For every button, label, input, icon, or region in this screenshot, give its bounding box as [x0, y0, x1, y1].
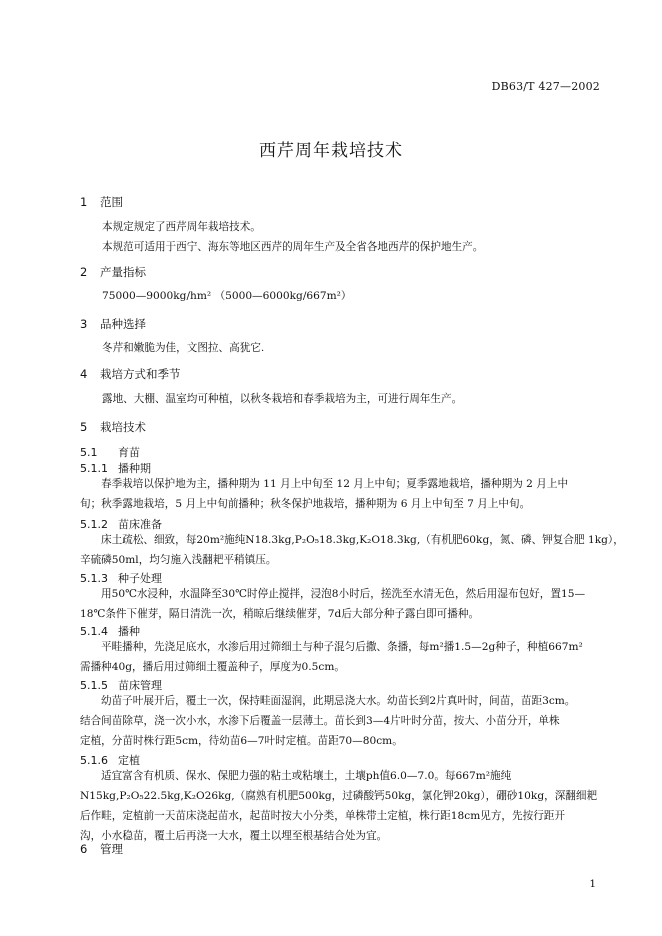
subsection-5-1-heading [80, 444, 140, 460]
section-number: 5 [80, 420, 88, 434]
subsection-number: 5.1.6 [80, 754, 108, 767]
paragraph-line: 本规范可适用于西宁、海东等地区西芹的周年生产及全省各地西芹的保护地生产。 [102, 241, 484, 253]
subsection-5-1-6-body [80, 766, 602, 846]
subsection-title: 育苗 [118, 446, 140, 459]
subsection-5-1-2-body [80, 530, 624, 570]
paragraph-line: 75000—9000kg/hm² （5000—6000kg/667m²） [102, 290, 352, 302]
paragraph-line: 用50℃水浸种，水温降至30℃时停止搅拌，浸泡8小时后，搓洗至水清无色，然后用湿布包好，置15— [101, 588, 586, 600]
standard-number: DB63/T 427—2002 [491, 80, 600, 93]
section-number: 6 [80, 842, 88, 856]
subsection-number: 5.1.2 [80, 518, 108, 531]
paragraph-line: 幼苗子叶展开后，覆土一次，保持畦面湿润，此期忌浇大水。幼苗长到2片真叶时，间苗，苗距3cm。 [101, 695, 576, 707]
subsection-number: 5.1 [80, 446, 98, 459]
subsection-number: 5.1.4 [80, 625, 108, 638]
paragraph-line: 旬；秋季露地栽培，5 月上中旬前播种；秋冬保护地栽培，播种期为 6 月上中旬至 7 月上中旬。 [80, 498, 531, 510]
section-number: 3 [80, 317, 88, 331]
subsection-title: 种子处理 [118, 572, 162, 585]
section-title: 范围 [100, 195, 123, 209]
paragraph-line: 露地、大棚、温室均可种植，以秋冬栽培和春季栽培为主，可进行周年生产。 [102, 393, 463, 405]
section-2-heading [80, 264, 146, 280]
subsection-5-1-1-body [80, 474, 602, 514]
subsection-5-1-5-body [80, 691, 602, 751]
section-1-heading [80, 194, 123, 210]
paragraph-line: 床土疏松、细致，每20m²施纯N18.3kg,P₂O₅18.3kg,K₂O18.3kg,（有机肥60kg，氮、磷、钾复合肥 1kg）， [101, 534, 624, 546]
section-6-heading [80, 841, 123, 857]
paragraph-line: 春季栽培以保护地为主，播种期为 11 月上中旬至 12 月上中旬；夏季露地栽培，播种期为 2 月上中 [101, 478, 569, 490]
section-4-body [102, 389, 624, 409]
subsection-5-1-4-body [80, 637, 602, 677]
subsection-number: 5.1.1 [80, 462, 108, 475]
section-title: 管理 [100, 842, 123, 856]
subsection-title: 苗床准备 [118, 518, 162, 531]
paragraph-line: N15kg,P₂O₅22.5kg,K₂O26kg,（腐熟有机肥500kg，过磷酸钙50kg，氯化钾20kg），硼砂10kg，深翻细耙 [80, 790, 598, 802]
subsection-title: 定植 [118, 754, 140, 767]
page-title: 西芹周年栽培技术 [259, 141, 403, 161]
paragraph-line: 定植，分苗时株行距5cm，待幼苗6—7叶时定植。苗距70—80cm。 [80, 735, 403, 747]
paragraph-line: 18℃条件下催芽，隔日清洗一次，稍晾后继续催芽，7d后大部分种子露白即可播种。 [80, 608, 480, 620]
section-title: 栽培技术 [100, 420, 146, 434]
paragraph-line: 结合间苗除草，浇一次小水，水渗下后覆盖一层薄土。苗长到3—4片叶时分苗，按大、小苗分开，单株 [80, 715, 560, 727]
subsection-title: 苗床管理 [118, 679, 162, 692]
page-number: 1 [589, 878, 596, 890]
subsection-title: 播种期 [118, 462, 151, 475]
section-1-body [102, 217, 624, 257]
subsection-number: 5.1.5 [80, 679, 108, 692]
subsection-5-1-3-body [80, 584, 602, 624]
paragraph-line: 沟，小水稳苗，覆土后再浇一大水，覆土以埋至根基结合处为宜。 [80, 830, 388, 842]
section-4-heading [80, 366, 181, 382]
section-3-heading [80, 316, 146, 332]
section-title: 品种选择 [100, 317, 146, 331]
section-number: 4 [80, 367, 88, 381]
section-2-body [102, 286, 624, 306]
subsection-number: 5.1.3 [80, 572, 108, 585]
section-3-body [102, 338, 624, 358]
paragraph-line: 平畦播种，先浇足底水，水渗后用过筛细土与种子混匀后撒、条播，每m²播1.5—2g种子，种植667m² [101, 641, 583, 653]
paragraph-line: 本规定规定了西芹周年栽培技术。 [102, 221, 261, 233]
section-number: 2 [80, 265, 88, 279]
paragraph-line: 后作畦，定植前一天苗床浇起苗水，起苗时按大小分类，单株带土定植，株行距18cm见方，先按行距开 [80, 810, 565, 822]
paragraph-line: 适宜富含有机质、保水、保肥力强的粘土或粘壤土，土壤ph值6.0—7.0。每667m²施纯 [101, 770, 512, 782]
paragraph-line: 冬芹和嫩脆为佳，文图拉、高犹它. [102, 342, 265, 354]
paragraph-line: 需播种40g，播后用过筛细土覆盖种子，厚度为0.5cm。 [80, 661, 345, 673]
section-number: 1 [80, 195, 88, 209]
subsection-title: 播种 [118, 625, 140, 638]
section-5-heading [80, 419, 146, 435]
section-title: 产量指标 [100, 265, 146, 279]
paragraph-line: 辛硫磷50ml，均匀施入浅翻耙平稍镇压。 [80, 554, 277, 566]
section-title: 栽培方式和季节 [100, 367, 181, 381]
